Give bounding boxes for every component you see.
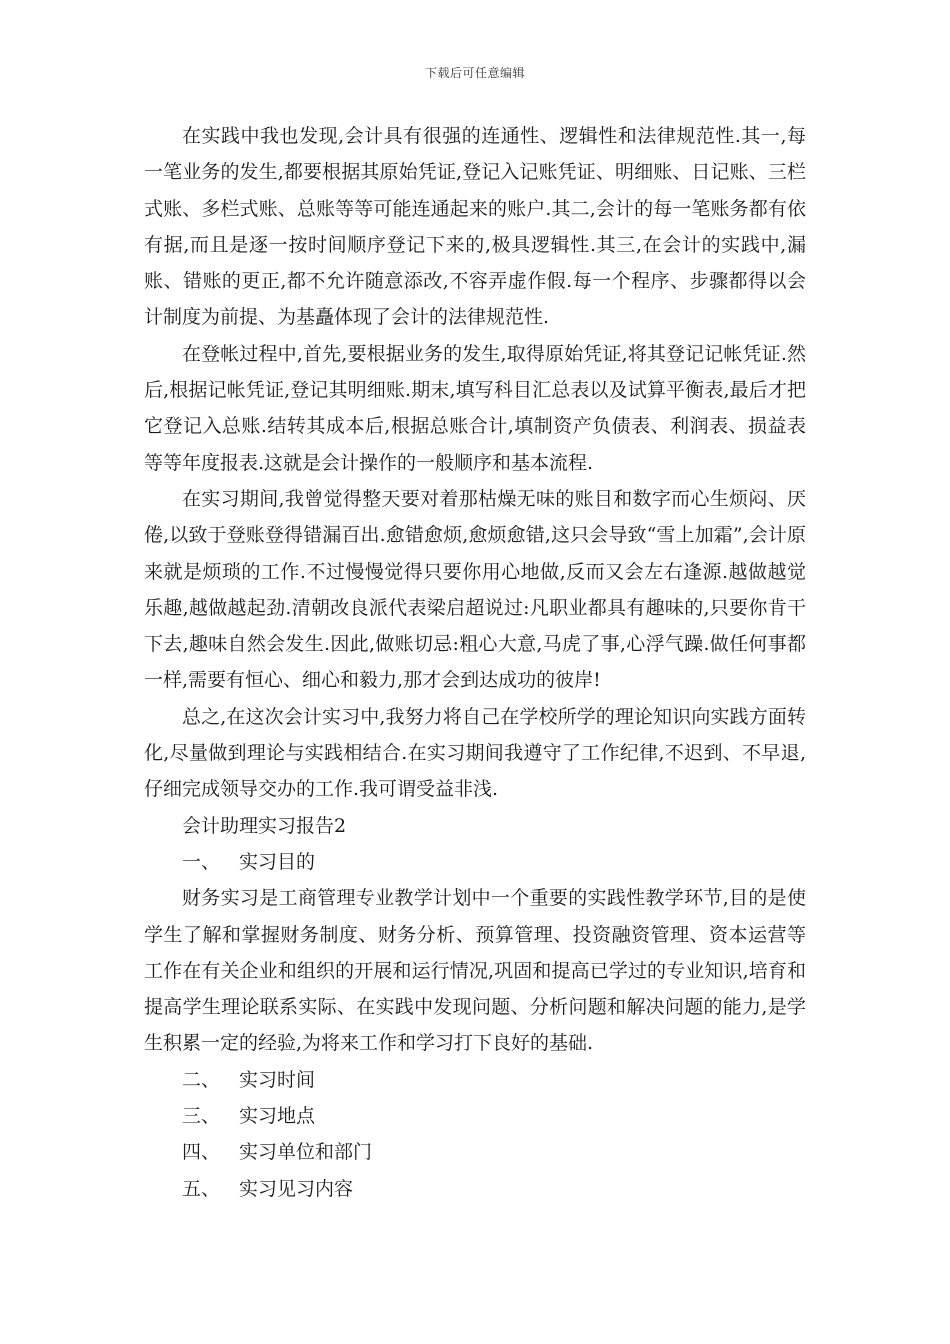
- section-number: 一、: [182, 850, 221, 873]
- paragraph-internship-experience: 在实习期间,我曾觉得整天要对着那枯燥无味的账目和数字而心生烦闷、厌倦,以致于登账登得错漏百出.愈错愈烦,愈烦愈错,这只会导致“雪上加霜”,会计原来就是烦琐的工作.不过慢慢觉得只要你用心地做,反而又会左右逢源.越做越觉乐趣,越做越起劲.清朝改良派代表梁启超说过:凡职业都具有趣味的,只要你肯干下去,趣味自然会发生.因此,做账切忌:粗心大意,马虎了事,心浮气躁.做任何事都一样,需要有恒心、细心和毅力,那才会到达成功的彼岸!: [144, 487, 806, 692]
- section-heading-location: [144, 1098, 806, 1134]
- section-label: 实习单位和部门: [239, 1141, 373, 1164]
- section-label: 实习地点: [239, 1105, 316, 1128]
- section-label: 实习目的: [239, 850, 316, 873]
- paragraph-purpose: 财务实习是工商管理专业教学计划中一个重要的实践性教学环节,目的是使学生了解和掌握财务制度、财务分析、预算管理、投资融资管理、资本运营等工作在有关企业和组织的开展和运行情况,巩固和提高已学过的专业知识,培育和提高学生理论联系实际、在实践中发现问题、分析问题和解决问题的能力,是学生积累一定的经验,为将来工作和学习打下良好的基础.: [144, 887, 806, 1055]
- document-body: [144, 118, 806, 1207]
- section-number: 二、: [182, 1068, 221, 1091]
- section-heading-unit: [144, 1134, 806, 1170]
- section-heading-content: [144, 1171, 806, 1207]
- section-number: 四、: [182, 1141, 221, 1164]
- section-label: 实习见习内容: [239, 1177, 354, 1200]
- report-title: 会计助理实习报告2: [182, 814, 347, 837]
- section-label: 实习时间: [239, 1068, 316, 1091]
- paragraph-bookkeeping-process: 在登帐过程中,首先,要根据业务的发生,取得原始凭证,将其登记记帐凭证.然后,根据记帐凭证,登记其明细账.期末,填写科目汇总表以及试算平衡表,最后才把它登记入总账.结转其成本后,根据总账合计,填制资产负债表、利润表、损益表等等年度报表.这就是会计操作的一般顺序和基本流程.: [144, 342, 806, 474]
- paragraph-conclusion: 总之,在这次会计实习中,我努力将自己在学校所学的理论知识向实践方面转化,尽量做到理论与实践相结合.在实习期间我遵守了工作纪律,不迟到、不早退,仔细完成领导交办的工作.我可谓受益非浅.: [144, 705, 806, 801]
- section-heading-time: [144, 1062, 806, 1098]
- paragraph-continuity: 在实践中我也发现,会计具有很强的连通性、逻辑性和法律规范性.其一,每一笔业务的发生,都要根据其原始凭证,登记入记账凭证、明细账、日记账、三栏式账、多栏式账、总账等等可能连通起来的账户.其二,会计的每一笔账务都有依有据,而且是逐一按时间顺序登记下来的,极具逻辑性.其三,在会计的实践中,漏账、错账的更正,都不允许随意添改,不容弄虚作假.每一个程序、步骤都得以会计制度为前提、为基矗体现了会计的法律规范性.: [144, 125, 806, 329]
- page-header: 下载后可任意编辑: [424, 66, 525, 80]
- section-heading-purpose: [144, 844, 806, 880]
- section-number: 五、: [182, 1177, 221, 1200]
- section-number: 三、: [182, 1105, 221, 1128]
